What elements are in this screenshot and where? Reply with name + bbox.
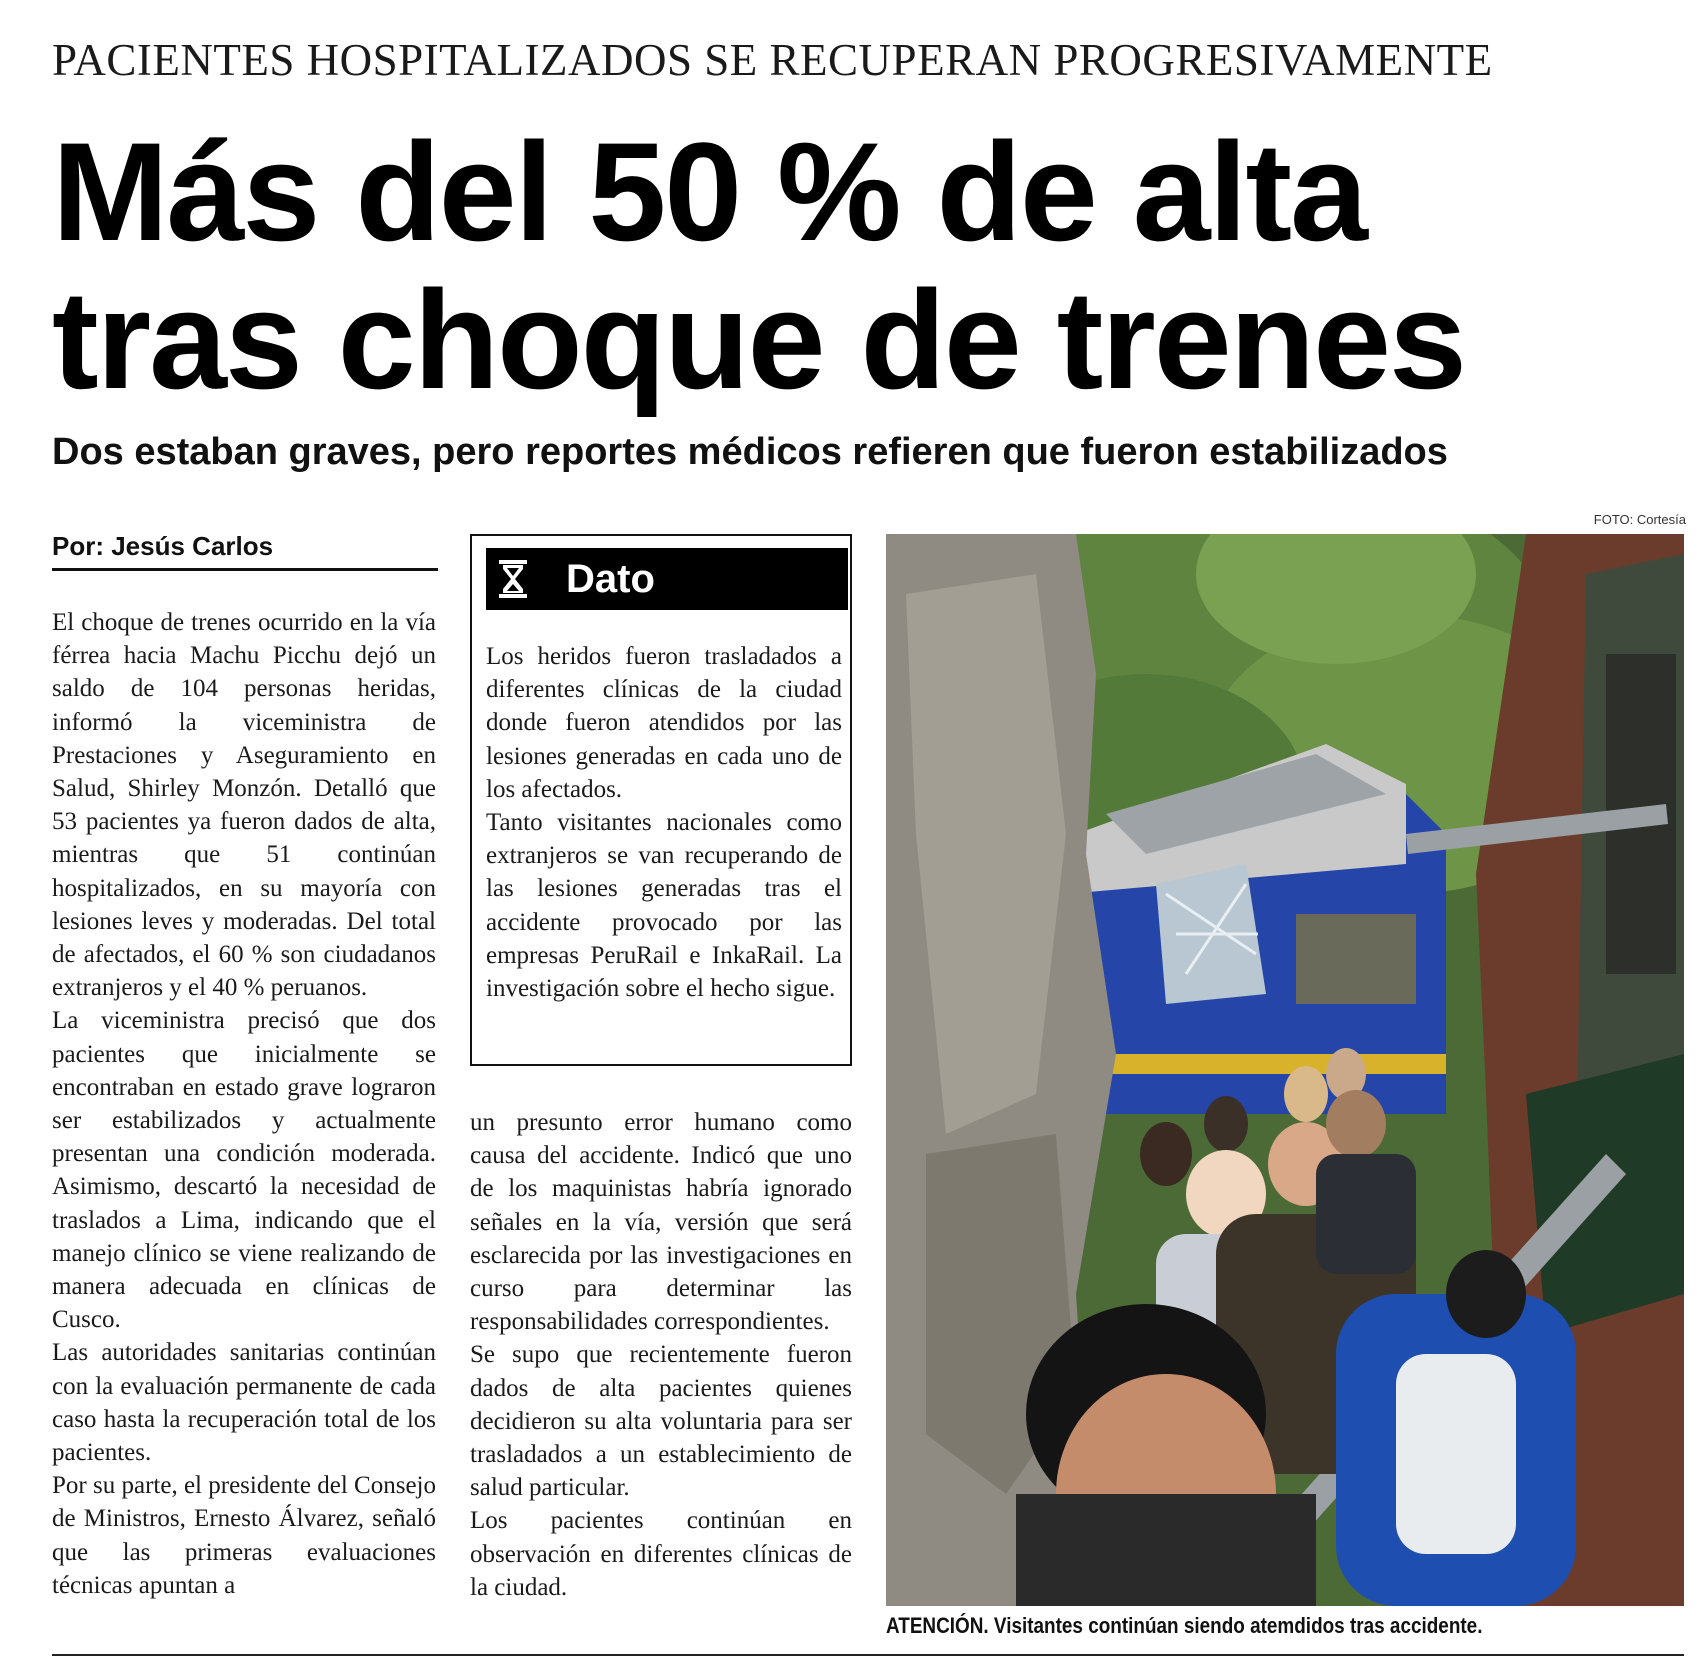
photo-caption: ATENCIÓN. Visitantes continúan siendo atemdidos tras accidente. bbox=[886, 1613, 1483, 1638]
article-headline bbox=[52, 113, 1652, 418]
body-column-2 bbox=[470, 1106, 852, 1604]
article-kicker: PACIENTES HOSPITALIZADOS SE RECUPERAN PROGRESIVAMENTE bbox=[52, 35, 1493, 85]
body-paragraph: Los pacientes continúan en observación en diferentes clínicas de la ciudad. bbox=[470, 1507, 852, 1601]
article-subheadline: Dos estaban graves, pero reportes médicos refieren que fueron estabilizados bbox=[52, 431, 1448, 473]
body-paragraph: Las autoridades sanitarias continúan con la evaluación permanente de cada caso hasta la recuperación total de los pacientes. bbox=[52, 1339, 436, 1467]
dato-header bbox=[486, 548, 848, 610]
dato-body bbox=[486, 640, 842, 1005]
dato-paragraph: Tanto visitantes nacionales como extranjeros se van recuperando de las lesiones generadas tras el accidente provocado por las empresas PeruRail e InkaRail. La investigación sobre el hecho sigue. bbox=[486, 809, 842, 1003]
headline-line-2: tras choque de trenes bbox=[52, 261, 1465, 418]
byline: Por: Jesús Carlos bbox=[52, 530, 438, 571]
dato-box bbox=[470, 534, 852, 1066]
hourglass-icon bbox=[498, 559, 528, 599]
accident-photo bbox=[886, 534, 1684, 1606]
train-crash-illustration bbox=[886, 534, 1684, 1606]
headline-line-1: Más del 50 % de alta bbox=[52, 113, 1366, 270]
photo-credit: FOTO: Cortesía bbox=[1593, 512, 1686, 527]
body-column-1 bbox=[52, 606, 436, 1602]
body-paragraph: Se supo que recientemente fueron dados de alta pacientes quienes decidieron su alta voluntaria para ser trasladados a un establecimiento de salud particular. bbox=[470, 1341, 852, 1502]
dato-title: Dato bbox=[566, 557, 655, 601]
body-paragraph: El choque de trenes ocurrido en la vía férrea hacia Machu Picchu dejó un saldo de 104 personas heridas, informó la viceministra de Prestaciones y Aseguramiento en Salud, Shirley Monzón. Detalló que 53 pacientes ya fueron dados de alta, mientras que 51 continúan hospitalizados, en su mayoría con lesiones leves y moderadas. Del total de afectados, el 60 % son ciudadanos extranjeros y el 40 % peruanos. bbox=[52, 609, 436, 1002]
body-paragraph: La viceministra precisó que dos pacientes que inicialmente se encontraban en estado grave lograron ser estabilizados y actualmente presentan una condición moderada. Asimismo, descartó la necesidad de traslados a Lima, indicando que el manejo clínico se viene realizando de manera adecuada en clínicas de Cusco. bbox=[52, 1007, 436, 1334]
bottom-divider bbox=[52, 1654, 1684, 1656]
body-paragraph: Por su parte, el presidente del Consejo de Ministros, Ernesto Álvarez, señaló que las primeras evaluaciones técnicas apuntan a bbox=[52, 1472, 436, 1599]
body-paragraph: un presunto error humano como causa del accidente. Indicó que uno de los maquinistas habría ignorado señales en la vía, versión que será esclarecida por las investigaciones en curso para determinar las responsabilidades correspondientes. bbox=[470, 1109, 852, 1336]
dato-paragraph: Los heridos fueron trasladados a diferentes clínicas de la ciudad donde fueron atendidos por las lesiones generadas en cada uno de los afectados. bbox=[486, 643, 842, 803]
